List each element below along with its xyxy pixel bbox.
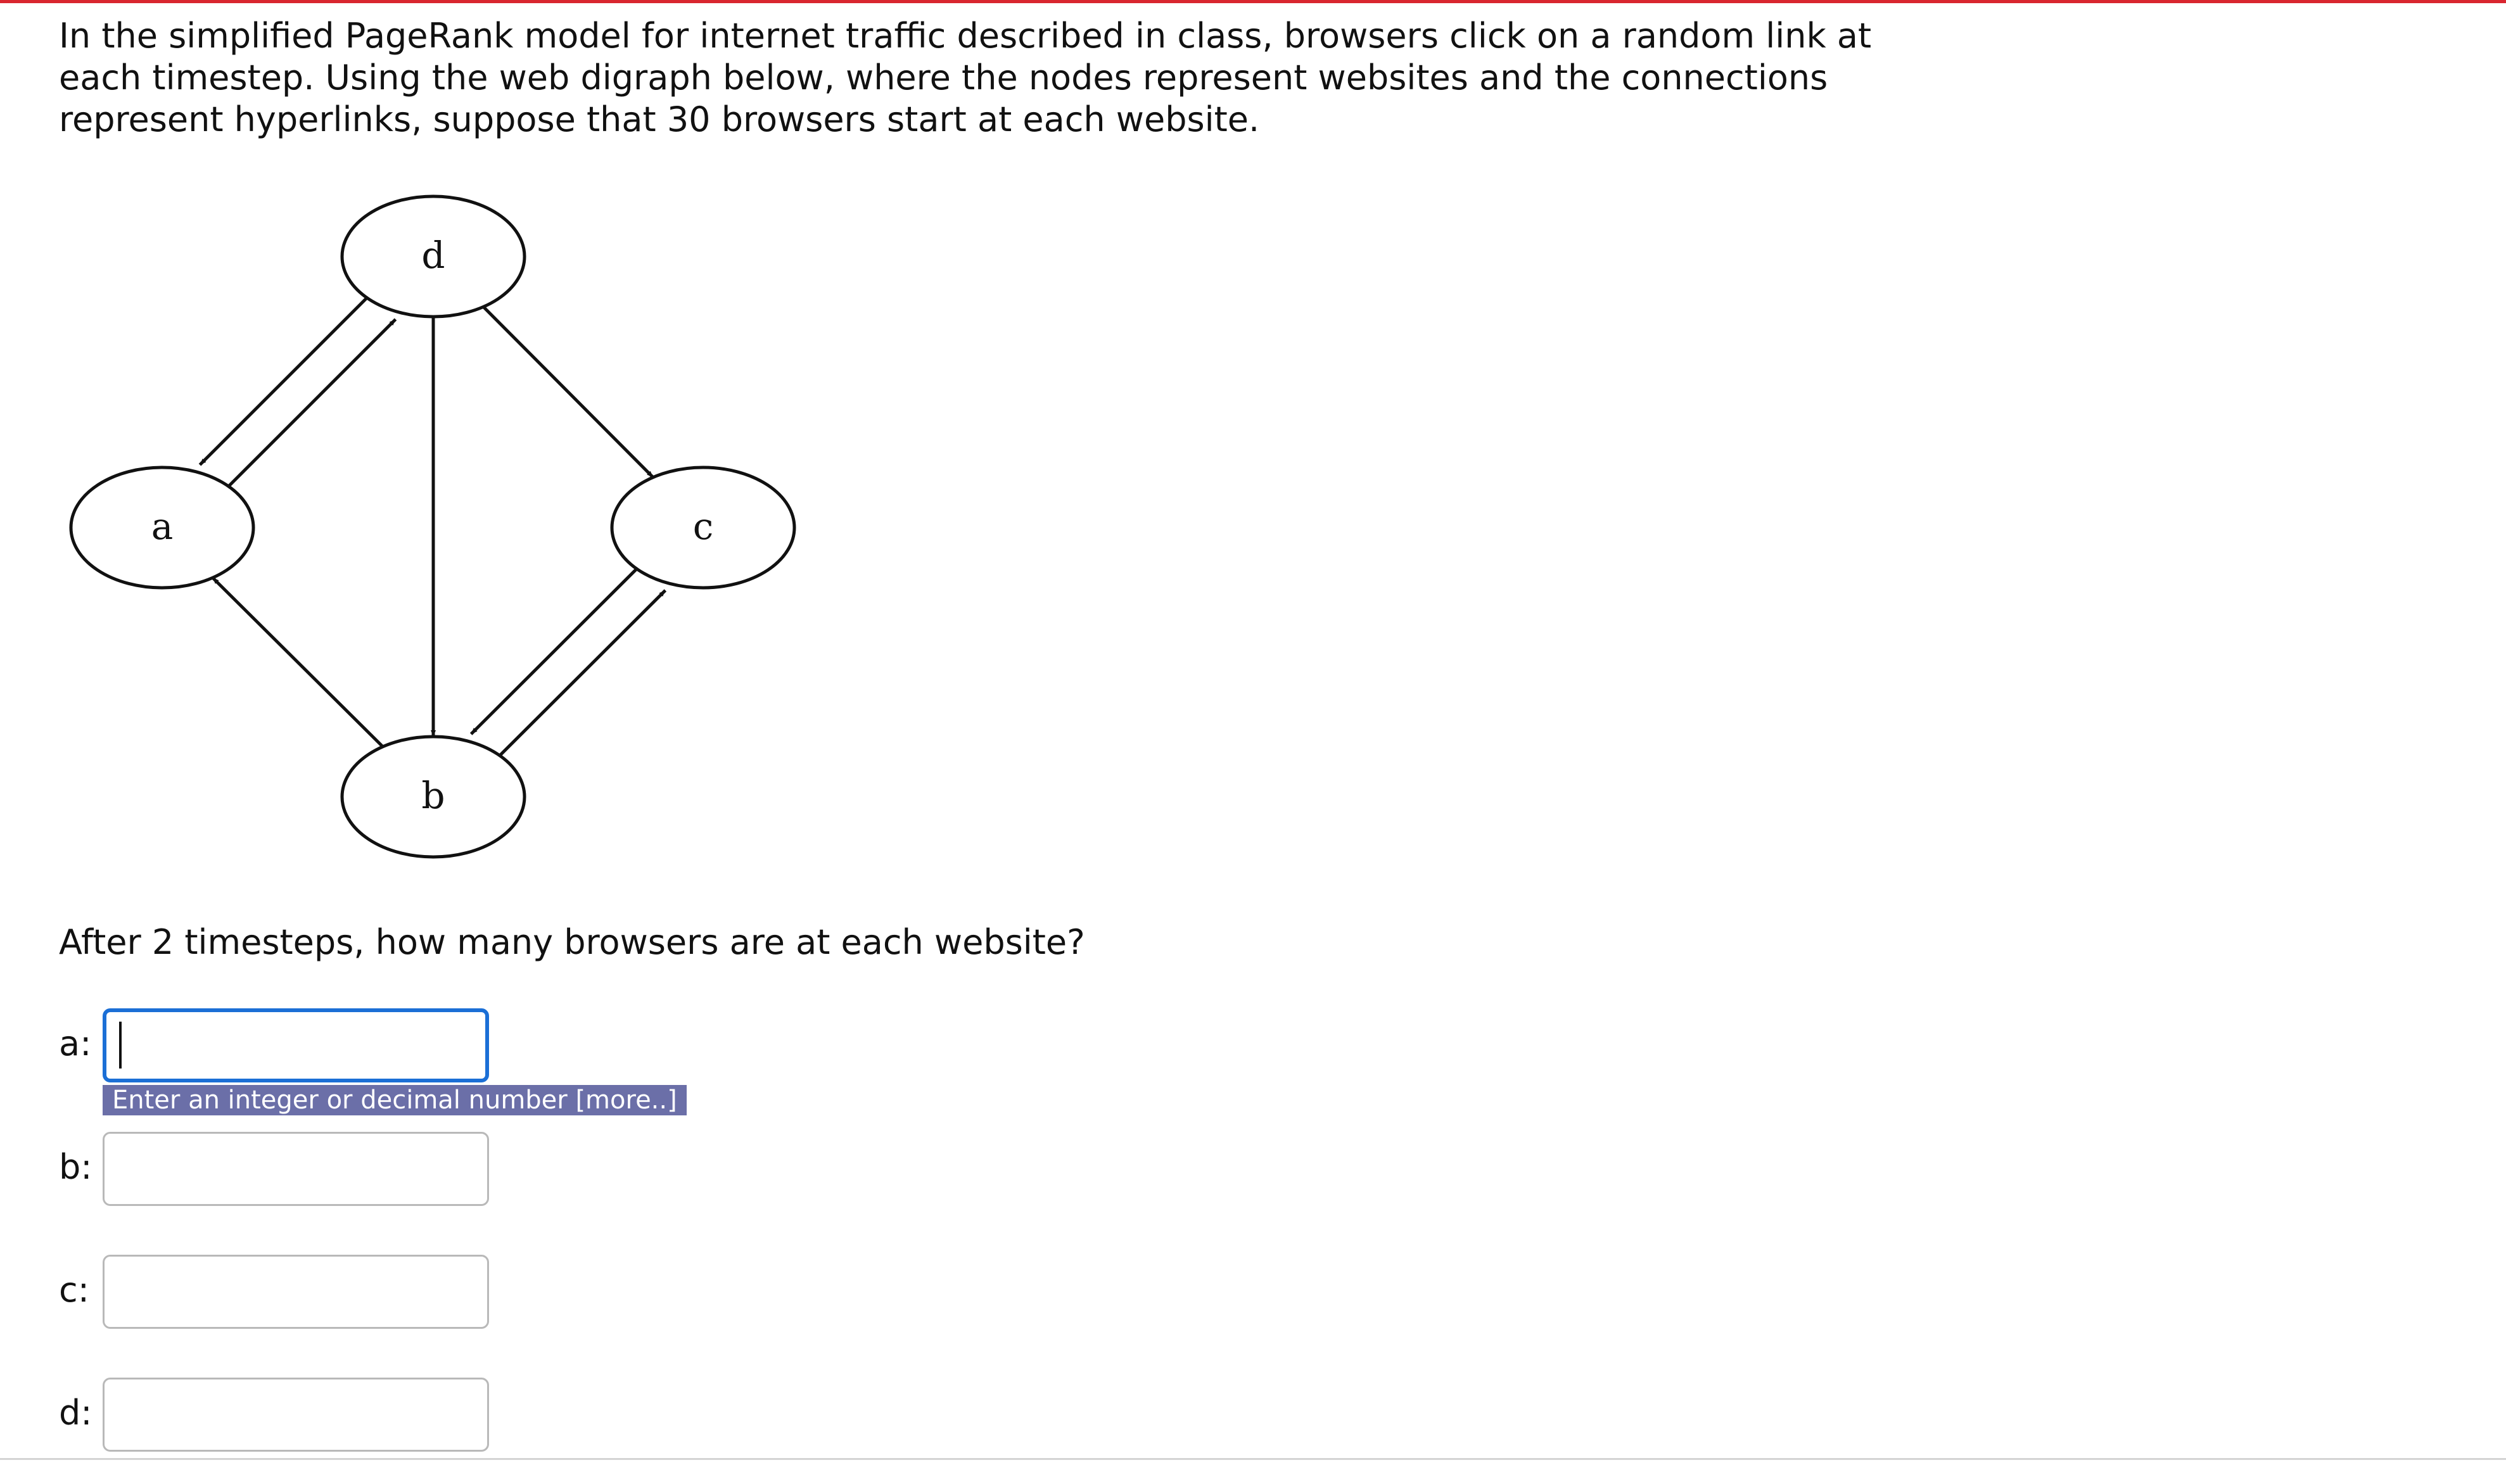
web-digraph — [63, 187, 811, 871]
question-line-3: represent hyperlinks, suppose that 30 browsers start at each website. — [59, 99, 1260, 139]
question-line-2: each timestep. Using the web digraph below, where the nodes represent websites and the connections — [59, 58, 1828, 98]
edge-a-to-d — [225, 319, 395, 490]
answer-input-b[interactable] — [103, 1132, 489, 1206]
question-text — [59, 15, 1896, 141]
edge-d-to-a — [200, 294, 370, 464]
hint-more-link[interactable]: [more..] — [575, 1086, 677, 1115]
question-line-1: In the simplified PageRank model for internet traffic described in class, browsers click on a random link at — [59, 16, 1872, 56]
edge-b-to-a — [213, 578, 383, 747]
node-d-label: d — [421, 234, 445, 277]
node-d — [342, 196, 525, 317]
answer-input-a[interactable] — [103, 1008, 489, 1082]
node-b-label: b — [421, 774, 445, 817]
answer-input-d[interactable] — [103, 1378, 489, 1452]
answer-label-b: b: — [59, 1147, 92, 1187]
edge-b-to-c — [496, 590, 665, 759]
input-hint — [103, 1085, 687, 1115]
timestep-question: After 2 timesteps, how many browsers are at each website? — [59, 922, 1085, 962]
node-c-label: c — [692, 505, 714, 548]
graph-edges — [200, 294, 665, 759]
top-accent-border — [0, 0, 2506, 3]
node-a — [71, 467, 253, 588]
edge-c-to-b — [471, 565, 640, 734]
answer-input-c[interactable] — [103, 1255, 489, 1329]
answer-label-c: c: — [59, 1270, 89, 1310]
node-a-label: a — [151, 505, 174, 548]
bottom-divider — [0, 1458, 2506, 1460]
node-c — [612, 467, 794, 588]
edge-d-to-c — [483, 307, 653, 477]
node-b — [342, 737, 525, 857]
text-caret — [119, 1022, 122, 1069]
hint-text: Enter an integer or decimal number — [112, 1086, 568, 1115]
answer-label-a: a: — [59, 1024, 92, 1063]
answer-label-d: d: — [59, 1393, 92, 1433]
